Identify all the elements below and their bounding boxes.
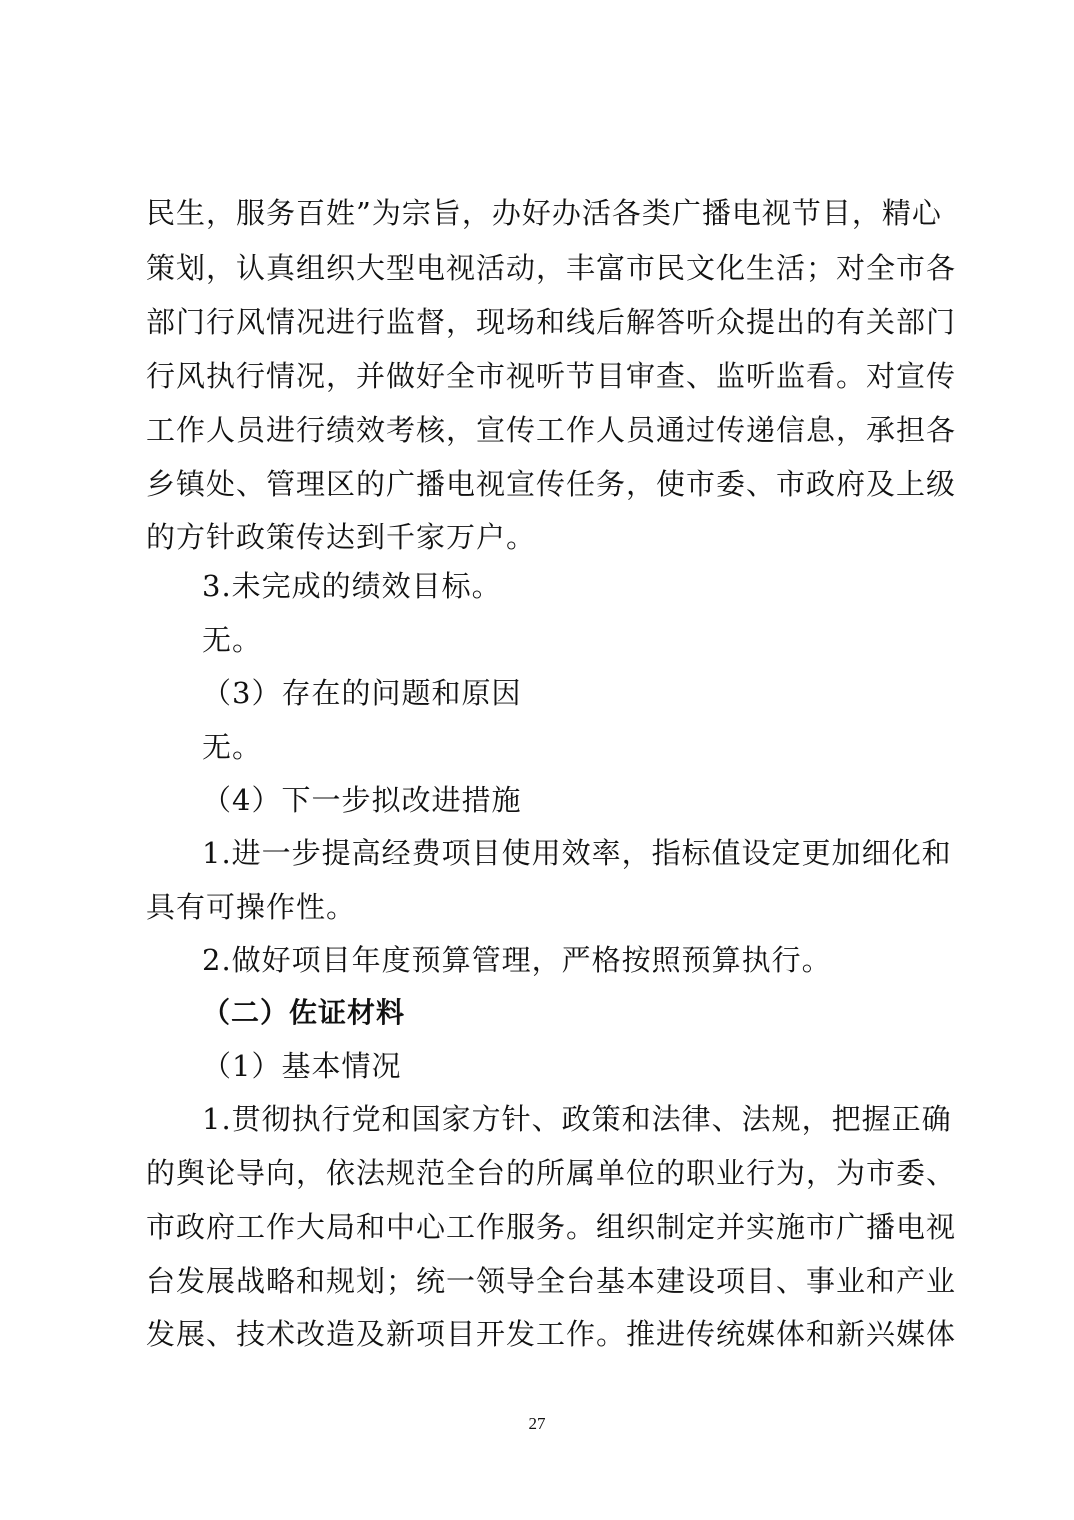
subsection-title: 3.未完成的绩效目标。 [202, 569, 502, 603]
paragraph-line: 1.进一步提高经费项目使用效率，指标值设定更加细化和 [202, 836, 952, 870]
paragraph-line: 具有可操作性。 [146, 890, 357, 924]
paragraph-line: 发展、技术改造及新项目开发工作。推进传统媒体和新兴媒体 [146, 1317, 957, 1351]
paragraph-line: 工作人员进行绩效考核，宣传工作人员通过传递信息，承担各 [146, 413, 957, 447]
paragraph-line: 的舆论导向，依法规范全台的所属单位的职业行为，为市委、 [146, 1156, 957, 1190]
paragraph-line: 1.贯彻执行党和国家方针、政策和法律、法规，把握正确 [202, 1102, 952, 1136]
paragraph-line: 市政府工作大局和中心工作服务。组织制定并实施市广播电视 [146, 1210, 957, 1244]
paragraph-line: 无。 [202, 730, 263, 764]
paragraph-line: 的方针政策传达到千家万户。 [146, 520, 537, 554]
paragraph-line: 乡镇处、管理区的广播电视宣传任务，使市委、市政府及上级 [146, 467, 957, 501]
paragraph-line: 2.做好项目年度预算管理，严格按照预算执行。 [202, 943, 832, 977]
paragraph-line: 台发展战略和规划；统一领导全台基本建设项目、事业和产业 [146, 1264, 957, 1298]
paragraph-line: 策划，认真组织大型电视活动，丰富市民文化生活；对全市各 [146, 251, 957, 285]
paragraph-line: 行风执行情况，并做好全市视听节目审查、监听监看。对宣传 [146, 359, 957, 393]
paragraph-line: 民生，服务百姓”为宗旨，办好办活各类广播电视节目，精心 [146, 196, 942, 230]
paragraph-line: 部门行风情况进行监督，现场和线后解答听众提出的有关部门 [146, 305, 957, 339]
subsection-title: （4）下一步拟改进措施 [202, 783, 522, 817]
paragraph-line: 无。 [202, 623, 263, 657]
subsection-title: （3）存在的问题和原因 [202, 676, 522, 710]
page-number: 27 [528, 1414, 546, 1433]
subsection-title: （1）基本情况 [202, 1049, 402, 1083]
section-heading: （二）佐证材料 [202, 996, 406, 1029]
